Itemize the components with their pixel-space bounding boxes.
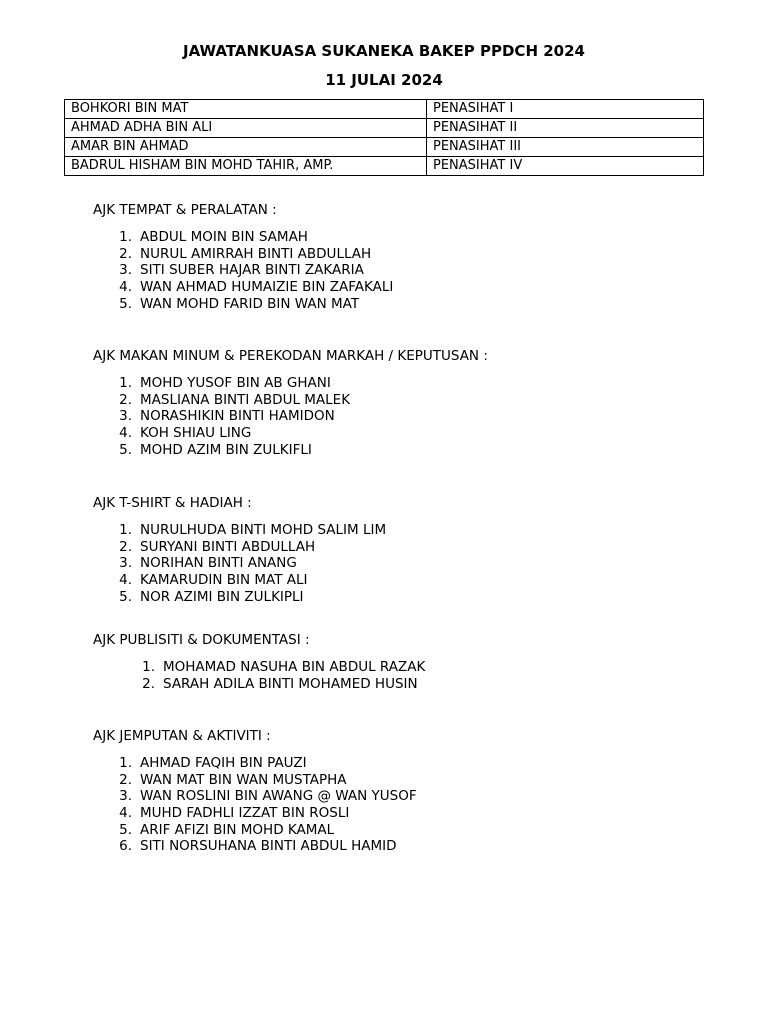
committee-heading-jemputan-aktiviti: AJK JEMPUTAN & AKTIVITI : bbox=[93, 728, 271, 744]
member-name: NORIHAN BINTI ANANG bbox=[140, 555, 297, 572]
item-number: 1. bbox=[142, 659, 155, 675]
item-number: 1. bbox=[119, 755, 132, 771]
member-name: WAN ROSLINI BIN AWANG @ WAN YUSOF bbox=[140, 788, 417, 805]
item-number: 1. bbox=[119, 375, 132, 391]
committee-heading-makan-minum: AJK MAKAN MINUM & PEREKODAN MARKAH / KEPUTUSAN : bbox=[93, 348, 488, 364]
item-number: 5. bbox=[119, 441, 132, 458]
member-name: WAN AHMAD HUMAIZIE BIN ZAFAKALI bbox=[140, 279, 394, 296]
member-name: ARIF AFIZI BIN MOHD KAMAL bbox=[140, 821, 335, 838]
item-number: 1. bbox=[119, 229, 132, 245]
advisor-role: PENASIHAT I bbox=[427, 100, 704, 119]
advisor-name: AHMAD ADHA BIN ALI bbox=[65, 119, 427, 138]
member-name: MASLIANA BINTI ABDUL MALEK bbox=[140, 391, 351, 408]
member-name: WAN MOHD FARID BIN WAN MAT bbox=[140, 295, 360, 312]
member-name: MOHAMAD NASUHA BIN ABDUL RAZAK bbox=[163, 659, 426, 675]
table-row bbox=[65, 100, 704, 119]
item-number: 2. bbox=[119, 391, 132, 408]
member-name: MOHD YUSOF BIN AB GHANI bbox=[140, 375, 331, 391]
advisor-role: PENASIHAT IV bbox=[427, 157, 704, 176]
item-number: 4. bbox=[119, 425, 132, 442]
member-name: SITI NORSUHANA BINTI ABDUL HAMID bbox=[140, 838, 397, 855]
document-title: JAWATANKUASA SUKANEKA BAKEP PPDCH 2024 bbox=[183, 42, 585, 60]
item-number: 3. bbox=[119, 788, 132, 805]
member-name: NURULHUDA BINTI MOHD SALIM LIM bbox=[140, 522, 387, 538]
item-number: 2. bbox=[119, 771, 132, 788]
item-number: 3. bbox=[119, 555, 132, 572]
member-name: NURUL AMIRRAH BINTI ABDULLAH bbox=[140, 245, 372, 262]
item-number: 2. bbox=[119, 245, 132, 262]
item-number: 5. bbox=[119, 588, 132, 605]
item-number: 5. bbox=[119, 821, 132, 838]
member-name: MUHD FADHLI IZZAT BIN ROSLI bbox=[140, 805, 350, 822]
advisor-name: AMAR BIN AHMAD bbox=[65, 138, 427, 157]
advisors-table bbox=[64, 99, 704, 176]
committee-heading-tshirt-hadiah: AJK T-SHIRT & HADIAH : bbox=[93, 495, 252, 511]
member-name: SARAH ADILA BINTI MOHAMED HUSIN bbox=[163, 675, 418, 692]
member-name: KOH SHIAU LING bbox=[140, 425, 252, 442]
member-name: NORASHIKIN BINTI HAMIDON bbox=[140, 408, 335, 425]
advisor-name: BOHKORI BIN MAT bbox=[65, 100, 427, 119]
item-number: 4. bbox=[119, 279, 132, 296]
committee-heading-tempat-peralatan: AJK TEMPAT & PERALATAN : bbox=[93, 202, 277, 218]
member-name: SITI SUBER HAJAR BINTI ZAKARIA bbox=[140, 262, 364, 279]
table-row bbox=[65, 138, 704, 157]
member-name: WAN MAT BIN WAN MUSTAPHA bbox=[140, 771, 347, 788]
table-row bbox=[65, 157, 704, 176]
item-number: 6. bbox=[119, 838, 132, 855]
advisor-role: PENASIHAT III bbox=[427, 138, 704, 157]
table-row bbox=[65, 119, 704, 138]
member-name: KAMARUDIN BIN MAT ALI bbox=[140, 572, 308, 589]
member-name: ABDUL MOIN BIN SAMAH bbox=[140, 229, 308, 245]
item-number: 4. bbox=[119, 572, 132, 589]
member-name: SURYANI BINTI ABDULLAH bbox=[140, 538, 316, 555]
advisor-role: PENASIHAT II bbox=[427, 119, 704, 138]
item-number: 2. bbox=[142, 675, 155, 692]
item-number: 4. bbox=[119, 805, 132, 822]
item-number: 2. bbox=[119, 538, 132, 555]
item-number: 1. bbox=[119, 522, 132, 538]
member-name: AHMAD FAQIH BIN PAUZI bbox=[140, 755, 307, 771]
item-number: 3. bbox=[119, 262, 132, 279]
item-number: 3. bbox=[119, 408, 132, 425]
document-date: 11 JULAI 2024 bbox=[325, 71, 443, 89]
member-name: MOHD AZIM BIN ZULKIFLI bbox=[140, 441, 312, 458]
advisor-name: BADRUL HISHAM BIN MOHD TAHIR, AMP. bbox=[65, 157, 427, 176]
committee-heading-publisiti-dokumentasi: AJK PUBLISITI & DOKUMENTASI : bbox=[93, 632, 310, 648]
item-number: 5. bbox=[119, 295, 132, 312]
member-name: NOR AZIMI BIN ZULKIPLI bbox=[140, 588, 304, 605]
